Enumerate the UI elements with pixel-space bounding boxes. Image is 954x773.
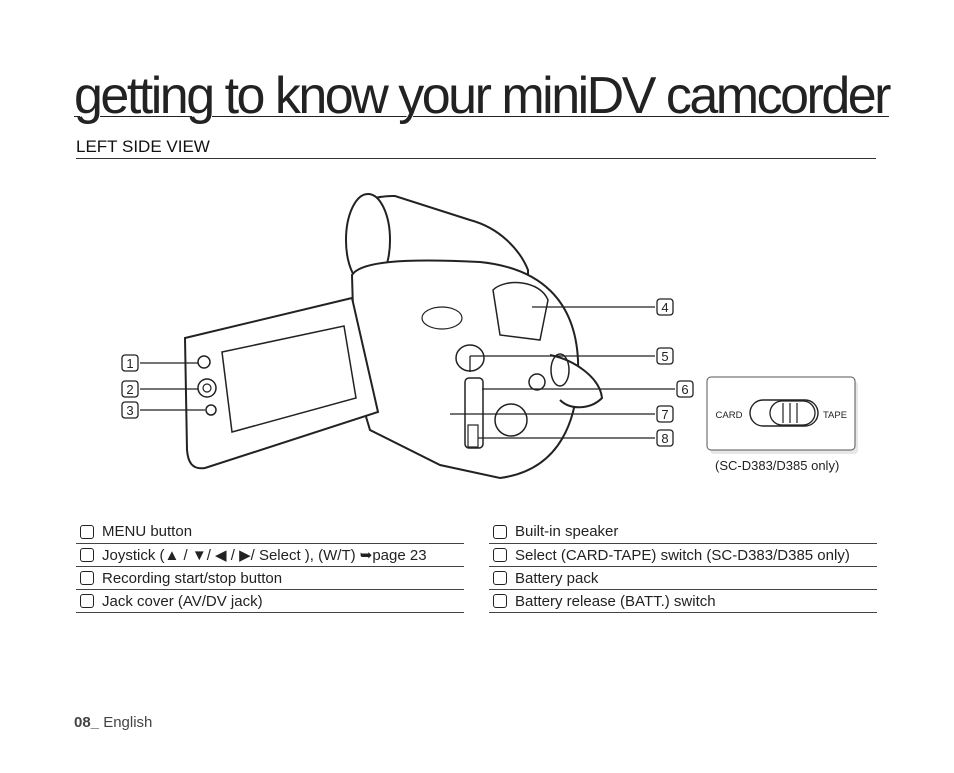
callout-6: 6: [681, 382, 689, 397]
callout-4: 4: [661, 300, 669, 315]
parts-list-left: [76, 520, 464, 613]
switch-card-label: CARD: [715, 410, 743, 421]
switch-tape-label: TAPE: [822, 410, 848, 421]
list-item: Battery release (BATT.) switch: [489, 590, 877, 613]
list-item: Built-in speaker: [489, 520, 877, 544]
section-heading: LEFT SIDE VIEW: [76, 136, 876, 159]
callout-3: 3: [126, 403, 134, 418]
checkbox-icon: [493, 525, 507, 539]
checkbox-icon: [80, 525, 94, 539]
list-item: Joystick (▲ / ▼/ ◀ / ▶/ Select ), (W/T) ➥page 23: [76, 544, 464, 567]
list-item: MENU button: [76, 520, 464, 544]
card-tape-inset: [707, 377, 858, 454]
checkbox-icon: [80, 571, 94, 585]
checkbox-icon: [80, 594, 94, 608]
list-item: Select (CARD-TAPE) switch (SC-D383/D385 only): [489, 544, 877, 567]
list-item: Recording start/stop button: [76, 567, 464, 590]
callout-5: 5: [661, 349, 669, 364]
page-footer: [74, 714, 152, 731]
list-item: Jack cover (AV/DV jack): [76, 590, 464, 613]
parts-list-right: [489, 520, 877, 613]
callout-2: 2: [126, 382, 134, 397]
checkbox-icon: [493, 571, 507, 585]
page-title: getting to know your miniDV camcorder: [74, 67, 889, 125]
page-number: 08_: [74, 714, 100, 731]
checkbox-icon: [493, 548, 507, 562]
callout-8: 8: [661, 431, 669, 446]
callout-7: 7: [661, 407, 669, 422]
checkbox-icon: [80, 548, 94, 562]
switch-note: (SC-D383/D385 only): [715, 458, 840, 473]
list-item: Battery pack: [489, 567, 877, 590]
checkbox-icon: [493, 594, 507, 608]
callout-1: 1: [126, 356, 134, 371]
footer-language: English: [103, 714, 153, 731]
